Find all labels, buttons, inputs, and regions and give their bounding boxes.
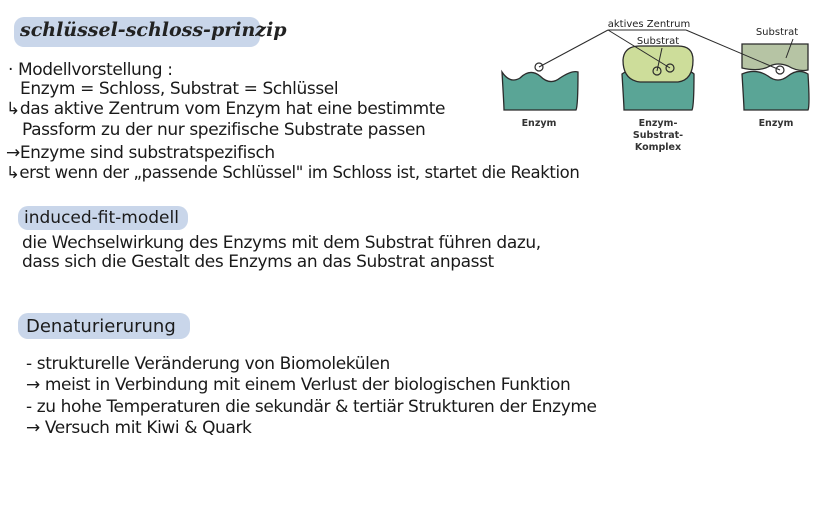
- enzyme-label-left: Enzym: [521, 118, 557, 129]
- line-reaktion: ↳erst wenn der „passende Schlüssel" im Schloss ist, startet die Reaktion: [6, 163, 580, 182]
- line-passform: Passform zu der nur spezifische Substrate passen: [22, 120, 426, 140]
- line-temperaturen: - zu hohe Temperaturen die sekundär & tertiär Strukturen der Enzyme: [26, 397, 597, 417]
- enzyme-label-right: Enzym: [758, 118, 794, 129]
- complex-label-line3: Komplex: [634, 142, 682, 153]
- active-site-label: aktives Zentrum: [607, 19, 691, 30]
- complex-label-line2: Substrat-: [632, 130, 684, 141]
- enzyme-right-shape: [742, 71, 809, 110]
- heading-induced-fit: induced-fit-modell: [24, 208, 179, 228]
- substrate-free-shape: [742, 44, 808, 71]
- lock-and-key-diagram: [490, 10, 820, 160]
- line-modellvorstellung: · Modellvorstellung :: [8, 60, 173, 80]
- line-versuch: → Versuch mit Kiwi & Quark: [26, 418, 252, 438]
- enzyme-left-shape: [502, 72, 578, 110]
- line-aktives-zentrum: ↳das aktive Zentrum vom Enzym hat eine bestimmte: [6, 99, 446, 119]
- substrate-bound-shape: [623, 46, 693, 82]
- heading-schluessel-schloss: schlüssel-schloss-prinzip: [20, 19, 287, 41]
- line-verlust: → meist in Verbindung mit einem Verlust der biologischen Funktion: [26, 375, 571, 395]
- line-enzym-schloss: Enzym = Schloss, Substrat = Schlüssel: [20, 79, 339, 99]
- line-gestalt: dass sich die Gestalt des Enzyms an das Substrat anpasst: [22, 252, 494, 272]
- line-strukturelle: - strukturelle Veränderung von Biomolekülen: [26, 354, 390, 374]
- substrate-label-middle: Substrat: [636, 36, 680, 47]
- line-substratspezifisch: →Enzyme sind substratspezifisch: [6, 143, 275, 163]
- heading-denaturierung: Denaturierurung: [26, 316, 176, 337]
- substrate-label-right: Substrat: [755, 27, 799, 38]
- complex-label-line1: Enzym-: [638, 118, 678, 129]
- line-wechselwirkung: die Wechselwirkung des Enzyms mit dem Substrat führen dazu,: [22, 233, 541, 253]
